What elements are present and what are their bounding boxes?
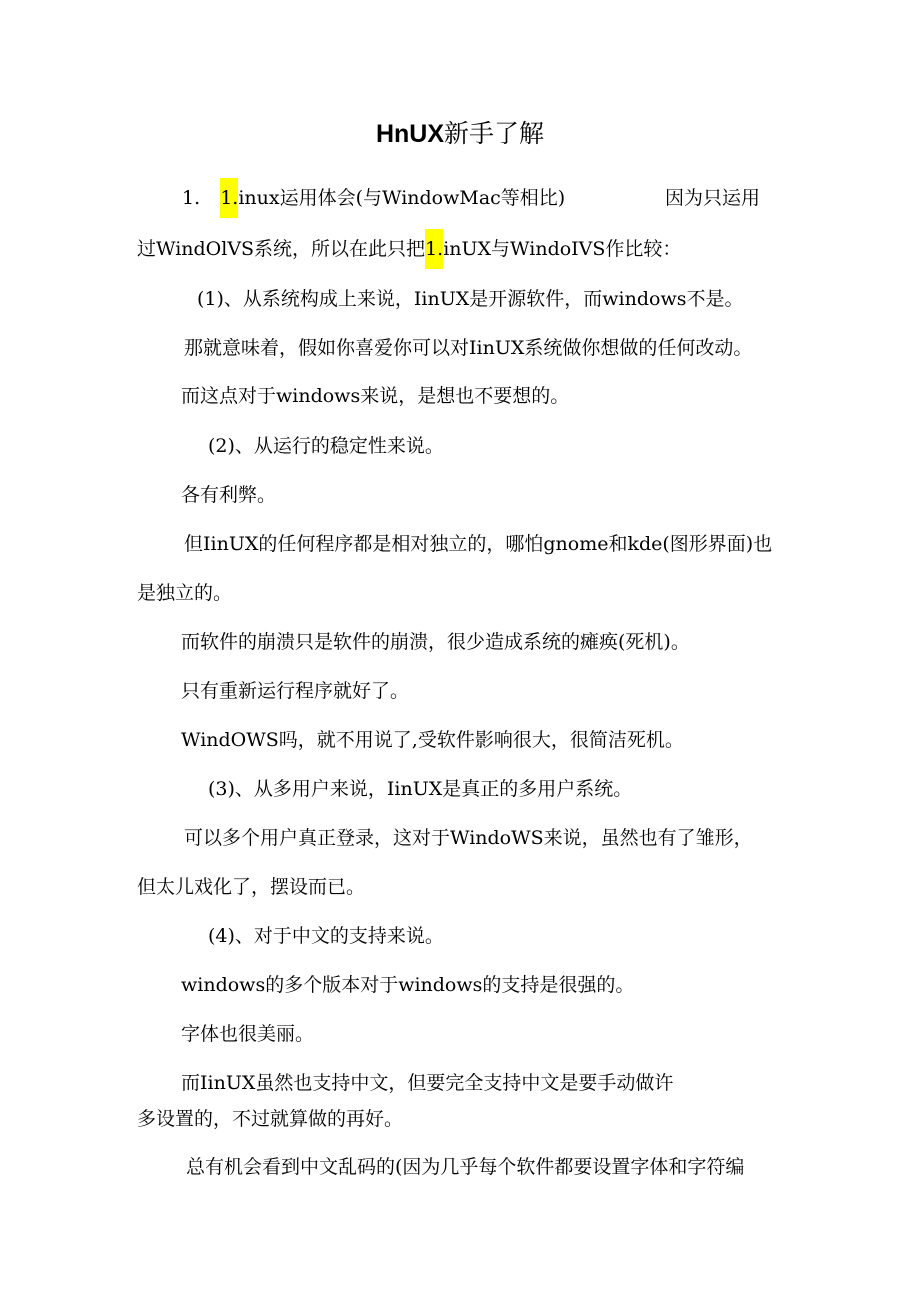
paragraph-line-15: 但太儿戏化了，摆设而已。	[137, 876, 366, 898]
page-title	[0, 118, 920, 150]
paragraph-line-13: (3)、从多用户来说，IinUX是真正的多用户系统。	[208, 778, 633, 800]
paragraph-line-6: (2)、从运行的稳定性来说。	[208, 435, 444, 457]
highlighted-text: 1.	[425, 229, 443, 269]
line-text: inux运用体会(与WindowMac等相比)	[238, 187, 566, 209]
line-text-pre: 过WindOlVS系统，所以在此只把	[137, 238, 426, 260]
paragraph-line-3: (1)、从系统构成上来说，IinUX是开源软件，而windows不是。	[197, 288, 744, 310]
title-latin: HnUX	[375, 120, 445, 148]
paragraph-line-19: 而IinUX虽然也支持中文，但要完全支持中文是要手动做许	[181, 1072, 674, 1094]
paragraph-line-12: WindOWS吗，就不用说了,受软件影响很大，很简洁死机。	[181, 729, 684, 751]
paragraph-line-20: 多设置的，不过就算做的再好。	[137, 1108, 404, 1130]
paragraph-line-1	[182, 184, 782, 212]
title-rest: 新手了解	[444, 119, 545, 148]
paragraph-line-21: 总有机会看到中文乱码的(因为几乎每个软件都要设置字体和字符编	[186, 1156, 745, 1178]
paragraph-line-14: 可以多个用户真正登录，这对于WindoWS来说，虽然也有了雏形，	[184, 827, 753, 849]
line-text-post: inUX与WindoIVS作比较：	[443, 238, 682, 260]
paragraph-line-7: 各有利弊。	[181, 484, 277, 506]
paragraph-line-9: 是独立的。	[137, 582, 233, 604]
highlighted-text: 1.	[220, 178, 238, 218]
paragraph-line-8: 但IinUX的任何程序都是相对独立的，哪怕gnome和kde(图形界面)也	[184, 533, 773, 555]
paragraph-line-2	[137, 235, 681, 263]
paragraph-line-16: (4)、对于中文的支持来说。	[208, 925, 444, 947]
paragraph-line-17: windows的多个版本对于windows的支持是很强的。	[181, 974, 635, 996]
paragraph-line-4: 那就意味着，假如你喜爱你可以对IinUX系统做你想做的任何改动。	[184, 337, 753, 359]
paragraph-line-5: 而这点对于windows来说，是想也不要想的。	[181, 385, 570, 407]
paragraph-line-18: 字体也很美丽。	[181, 1023, 315, 1045]
list-number: 1.	[182, 187, 201, 209]
paragraph-line-11: 只有重新运行程序就好了。	[181, 680, 410, 702]
paragraph-line-10: 而软件的崩溃只是软件的崩溃，很少造成系统的瘫痪(死机)。	[181, 631, 690, 653]
line-tail: 因为只运用	[665, 187, 761, 209]
